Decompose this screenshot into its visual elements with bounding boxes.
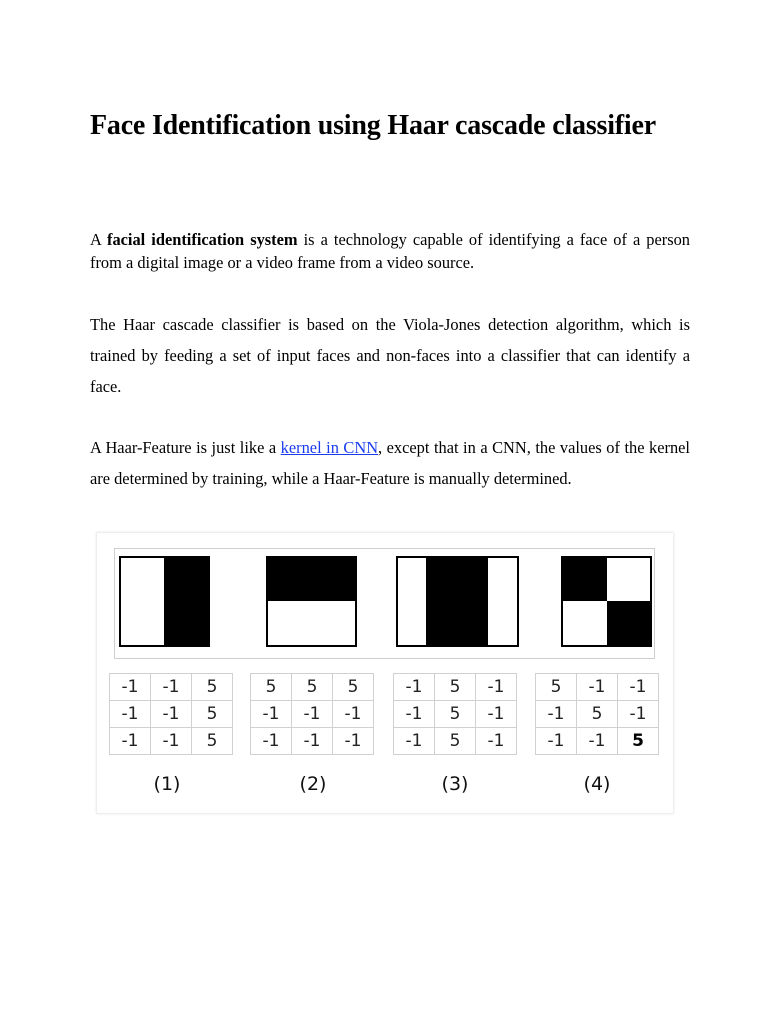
kernel-4-cell: -1 [577, 728, 618, 755]
kernel-3-cell: -1 [394, 701, 435, 728]
kernel-3-cell: -1 [476, 674, 517, 701]
intro-prefix: A [90, 230, 107, 249]
kernel-1-cell: 5 [192, 728, 233, 755]
kernel-in-cnn-link[interactable]: kernel in CNN [280, 438, 379, 457]
kernel-3-cell: 5 [435, 701, 476, 728]
feature-label-2: (2) [299, 773, 327, 795]
haar-feature-4-pattern [561, 556, 652, 647]
page-title: Face Identification using Haar cascade classifier [90, 110, 656, 141]
haar-feature-prefix: A Haar-Feature is just like a [90, 438, 281, 457]
kernel-matrix-4 [535, 673, 659, 755]
kernel-1-cell: -1 [110, 674, 151, 701]
haar-feature-2-pattern [266, 556, 357, 647]
kernel-3-cell: 5 [435, 674, 476, 701]
haar-feature-3-pattern [396, 556, 519, 647]
kernel-1-cell: -1 [151, 674, 192, 701]
kernel-2-cell: 5 [333, 674, 374, 701]
kernel-1-cell: 5 [192, 701, 233, 728]
kernel-2-cell: -1 [333, 728, 374, 755]
kernel-4-cell: 5 [577, 701, 618, 728]
kernel-1-cell: -1 [151, 701, 192, 728]
haar-feature-2-black-region [268, 558, 355, 601]
haar-feature-1-black-region [164, 558, 208, 645]
kernel-3-cell: 5 [435, 728, 476, 755]
kernel-4-cell: -1 [618, 674, 659, 701]
feature-label-1: (1) [153, 773, 181, 795]
kernel-4-cell: -1 [536, 728, 577, 755]
kernel-matrix-1 [109, 673, 233, 755]
kernel-2-cell: -1 [333, 701, 374, 728]
haar-feature-3-black-region [426, 558, 488, 645]
kernel-2-cell: -1 [251, 701, 292, 728]
haar-feature-suffix: , except that in a CNN, the values of the kernel are determined by training, while a Haar-Feature is manually determined. [90, 438, 690, 488]
kernel-1-cell: -1 [110, 728, 151, 755]
intro-paragraph [90, 228, 690, 274]
kernel-4-cell: 5 [536, 674, 577, 701]
kernel-1-cell: 5 [192, 674, 233, 701]
kernel-3-cell: -1 [394, 728, 435, 755]
kernel-2-cell: 5 [292, 674, 333, 701]
kernel-4-cell: 5 [618, 728, 659, 755]
haar-feature-4-black-bottom-right [607, 601, 650, 645]
kernel-3-cell: -1 [476, 701, 517, 728]
kernel-4-cell: -1 [577, 674, 618, 701]
feature-label-4: (4) [583, 773, 611, 795]
kernel-2-cell: 5 [251, 674, 292, 701]
kernel-1-cell: -1 [110, 701, 151, 728]
haar-feature-1-pattern [119, 556, 210, 647]
haar-features-figure [97, 533, 673, 813]
kernel-4-cell: -1 [536, 701, 577, 728]
intro-suffix: is a technology capable of identifying a face of a person from a digital image or a video frame from a video source. [90, 230, 691, 272]
kernel-1-cell: -1 [151, 728, 192, 755]
feature-label-3: (3) [441, 773, 469, 795]
kernel-2-cell: -1 [292, 701, 333, 728]
haar-description-paragraph: The Haar cascade classifier is based on the Viola-Jones detection algorithm, which is trained by feeding a set of input faces and non-faces into a classifier that can identify a face. [90, 315, 690, 396]
haar-feature-4-black-top-left [563, 558, 607, 601]
kernel-4-cell: -1 [618, 701, 659, 728]
kernel-matrix-3 [393, 673, 517, 755]
intro-bold-term: facial identification system [107, 230, 298, 249]
kernel-2-cell: -1 [292, 728, 333, 755]
feature-patterns-row [114, 548, 655, 659]
kernel-matrix-2 [250, 673, 374, 755]
kernel-2-cell: -1 [251, 728, 292, 755]
kernel-3-cell: -1 [394, 674, 435, 701]
haar-feature-paragraph [90, 432, 690, 494]
kernel-3-cell: -1 [476, 728, 517, 755]
